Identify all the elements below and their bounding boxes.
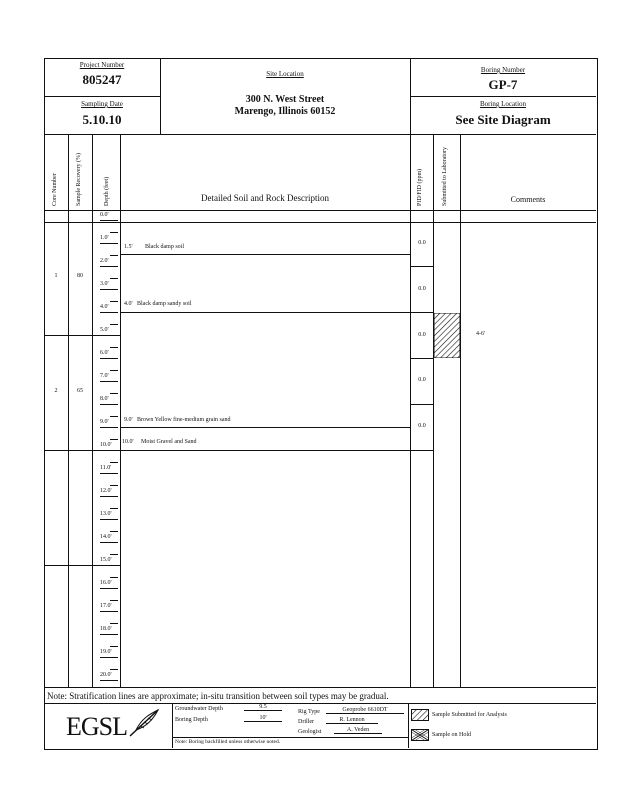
- core-divider-1: [44, 335, 120, 336]
- header-bottom-line: [44, 134, 596, 135]
- company-logo: [66, 712, 166, 746]
- depth-label: 6.0': [100, 350, 109, 356]
- depth-label: 9.0': [100, 419, 109, 425]
- pid-reading: 0.0: [418, 423, 426, 429]
- depth-label: 11.0': [100, 465, 112, 471]
- pid-divider: [410, 312, 433, 313]
- depth-label: 1.0': [100, 235, 109, 241]
- depth-minor-tick: [110, 278, 118, 279]
- depth-tick: [100, 588, 118, 589]
- depth-minor-tick: [110, 301, 118, 302]
- depth-label: 8.0': [100, 396, 109, 402]
- legend-submitted-swatch: [411, 709, 429, 721]
- stratum-line: [120, 312, 410, 313]
- col-line-description: [410, 134, 411, 687]
- stratum-description: Brown Yellow fine-medium grain sand: [137, 417, 231, 423]
- stratum-line: [120, 450, 410, 451]
- depth-tick: [100, 634, 118, 635]
- core-divider-2: [44, 450, 120, 451]
- depth-tick: [100, 542, 118, 543]
- boring-location: See Site Diagram: [455, 112, 551, 127]
- depth-label: 0.0': [100, 212, 109, 218]
- pid-reading: 0.0: [418, 332, 426, 338]
- header-row-divider-right: [410, 96, 596, 97]
- column-description: Detailed Soil and Rock Description: [201, 193, 329, 203]
- column-sample-recovery: Sample Recovery (%): [76, 153, 82, 206]
- header-row-divider-left: [44, 96, 160, 97]
- depth-minor-tick: [110, 623, 118, 624]
- depth-label: 13.0': [100, 511, 112, 517]
- stratum-depth: 9.0': [124, 417, 133, 423]
- depth-minor-tick: [110, 600, 118, 601]
- boring-depth-value: 10': [244, 715, 282, 722]
- logo-text: EGSL: [66, 712, 127, 741]
- col-line-recovery: [92, 134, 93, 687]
- rig-type-label: Rig Type: [298, 709, 320, 715]
- stratum-description: Black damp sandy soil: [137, 301, 192, 307]
- col-line-submitted: [460, 134, 461, 687]
- depth-tick: [100, 519, 118, 520]
- sampling-date-label: Sampling Date: [81, 100, 123, 108]
- depth-label: 20.0': [100, 672, 112, 678]
- core-recovery: 80: [77, 273, 83, 279]
- depth-minor-tick: [110, 508, 118, 509]
- legend-hold-label: Sample on Hold: [432, 732, 471, 738]
- footer-note-line: [172, 737, 408, 738]
- core-number: 1: [54, 273, 58, 279]
- depth-label: 18.0': [100, 626, 112, 632]
- stratum-description: Black damp soil: [145, 244, 184, 250]
- pid-divider: [410, 404, 433, 405]
- depth-minor-tick: [110, 646, 118, 647]
- depth-tick: [100, 427, 118, 428]
- depth-label: 7.0': [100, 373, 109, 379]
- depth-label: 5.0': [100, 327, 109, 333]
- depth-tick: [100, 289, 118, 290]
- depth-label: 17.0': [100, 603, 112, 609]
- footer-divider-left: [172, 703, 173, 748]
- pid-reading: 0.0: [418, 240, 426, 246]
- boring-log-frame: [44, 58, 598, 750]
- column-header-bottom: [44, 210, 596, 211]
- depth-minor-tick: [110, 485, 118, 486]
- depth-minor-tick: [110, 347, 118, 348]
- column-core-number: Core Number: [52, 173, 58, 206]
- legend-hold-swatch: [411, 729, 429, 741]
- stratification-note: Note: Stratification lines are approximate; in-situ transition between soil types may be gradual.: [47, 691, 389, 701]
- stratum-line: [120, 254, 410, 255]
- depth-tick: [100, 611, 118, 612]
- boring-depth-label: Boring Depth: [175, 717, 208, 723]
- pid-reading: 0.0: [418, 377, 426, 383]
- geologist-value: A. Veden: [334, 727, 382, 734]
- feather-logo-icon: [128, 708, 162, 738]
- stratum-depth: 1.5': [124, 244, 133, 250]
- site-address-line2: Marengo, Illinois 60152: [234, 106, 336, 117]
- col-line-core: [68, 134, 69, 687]
- depth-tick: [100, 312, 118, 313]
- depth-minor-tick: [110, 324, 118, 325]
- stratum-line: [120, 427, 410, 428]
- stratum-depth: 4.0': [124, 301, 133, 307]
- depth-label: 10.0': [100, 442, 112, 448]
- depth-label: 15.0': [100, 557, 112, 563]
- depth-label: 16.0': [100, 580, 112, 586]
- rig-type-value: Geoprobe 6610DT: [326, 707, 404, 714]
- geologist-label: Geologist: [298, 729, 322, 735]
- depth-minor-tick: [110, 577, 118, 578]
- backfill-note: Note: Boring backfilled unless otherwise noted.: [175, 739, 281, 745]
- groundwater-value: 9.5: [244, 704, 282, 711]
- core-recovery: 65: [77, 388, 83, 394]
- sample-comment: 4-6': [476, 331, 486, 337]
- boring-number-label: Boring Number: [480, 66, 526, 74]
- depth-label: 2.0': [100, 258, 109, 264]
- driller-value: R. Lennon: [326, 717, 378, 724]
- core-number: 2: [54, 388, 58, 394]
- depth-tick: [100, 381, 118, 382]
- depth-minor-tick: [110, 669, 118, 670]
- depth-minor-tick: [110, 370, 118, 371]
- boring-number: GP-7: [488, 77, 518, 92]
- note-top-line: [44, 687, 596, 688]
- col-line-pid: [433, 134, 434, 687]
- depth-tick: [100, 266, 118, 267]
- column-pid: PID/FID (ppm): [417, 168, 423, 206]
- depth-minor-tick: [110, 232, 118, 233]
- sampling-date: 5.10.10: [82, 112, 122, 127]
- site-address-line1: 300 N. West Street: [245, 94, 325, 105]
- depth-tick: [100, 657, 118, 658]
- depth-tick: [100, 358, 118, 359]
- groundwater-label: Groundwater Depth: [175, 706, 223, 712]
- project-number-label: Project Number: [79, 61, 125, 69]
- sample-submitted-hatch: [434, 313, 460, 358]
- depth-minor-tick: [110, 554, 118, 555]
- pid-divider: [410, 358, 433, 359]
- depth-minor-tick: [110, 439, 118, 440]
- stratum-depth: 10.0': [122, 439, 134, 445]
- depth-tick: [100, 680, 118, 681]
- column-depth: Depth (feet): [104, 176, 110, 206]
- pid-divider: [410, 266, 433, 267]
- note-bottom-line: [44, 703, 596, 704]
- depth-minor-tick: [110, 416, 118, 417]
- stratum-description: Moist Gravel and Sand: [141, 439, 197, 445]
- legend-submitted-label: Sample Submitted for Analysis: [432, 712, 507, 718]
- depth-label: 19.0': [100, 649, 112, 655]
- core-divider-3: [44, 565, 120, 566]
- project-number: 805247: [82, 72, 122, 87]
- depth-tick: [100, 243, 118, 244]
- col-line-depth: [120, 134, 121, 687]
- depth-minor-tick: [110, 462, 118, 463]
- pid-divider: [410, 450, 433, 451]
- column-comments: Comments: [510, 195, 546, 204]
- site-location-label: Site Location: [266, 70, 304, 78]
- depth-minor-tick: [110, 531, 118, 532]
- pid-reading: 0.0: [418, 286, 426, 292]
- depth-minor-tick: [110, 255, 118, 256]
- column-header-bottom-2: [44, 222, 596, 223]
- depth-tick: [100, 496, 118, 497]
- depth-tick: [100, 473, 118, 474]
- depth-tick: [100, 404, 118, 405]
- depth-label: 3.0': [100, 281, 109, 287]
- depth-label: 12.0': [100, 488, 112, 494]
- boring-location-label: Boring Location: [479, 100, 527, 108]
- depth-tick: [100, 220, 118, 221]
- depth-minor-tick: [110, 393, 118, 394]
- footer-divider-right: [408, 703, 409, 748]
- column-submitted: Submitted to Laboratory: [442, 147, 448, 206]
- depth-label: 4.0': [100, 304, 109, 310]
- driller-label: Driller: [298, 719, 314, 725]
- depth-label: 14.0': [100, 534, 112, 540]
